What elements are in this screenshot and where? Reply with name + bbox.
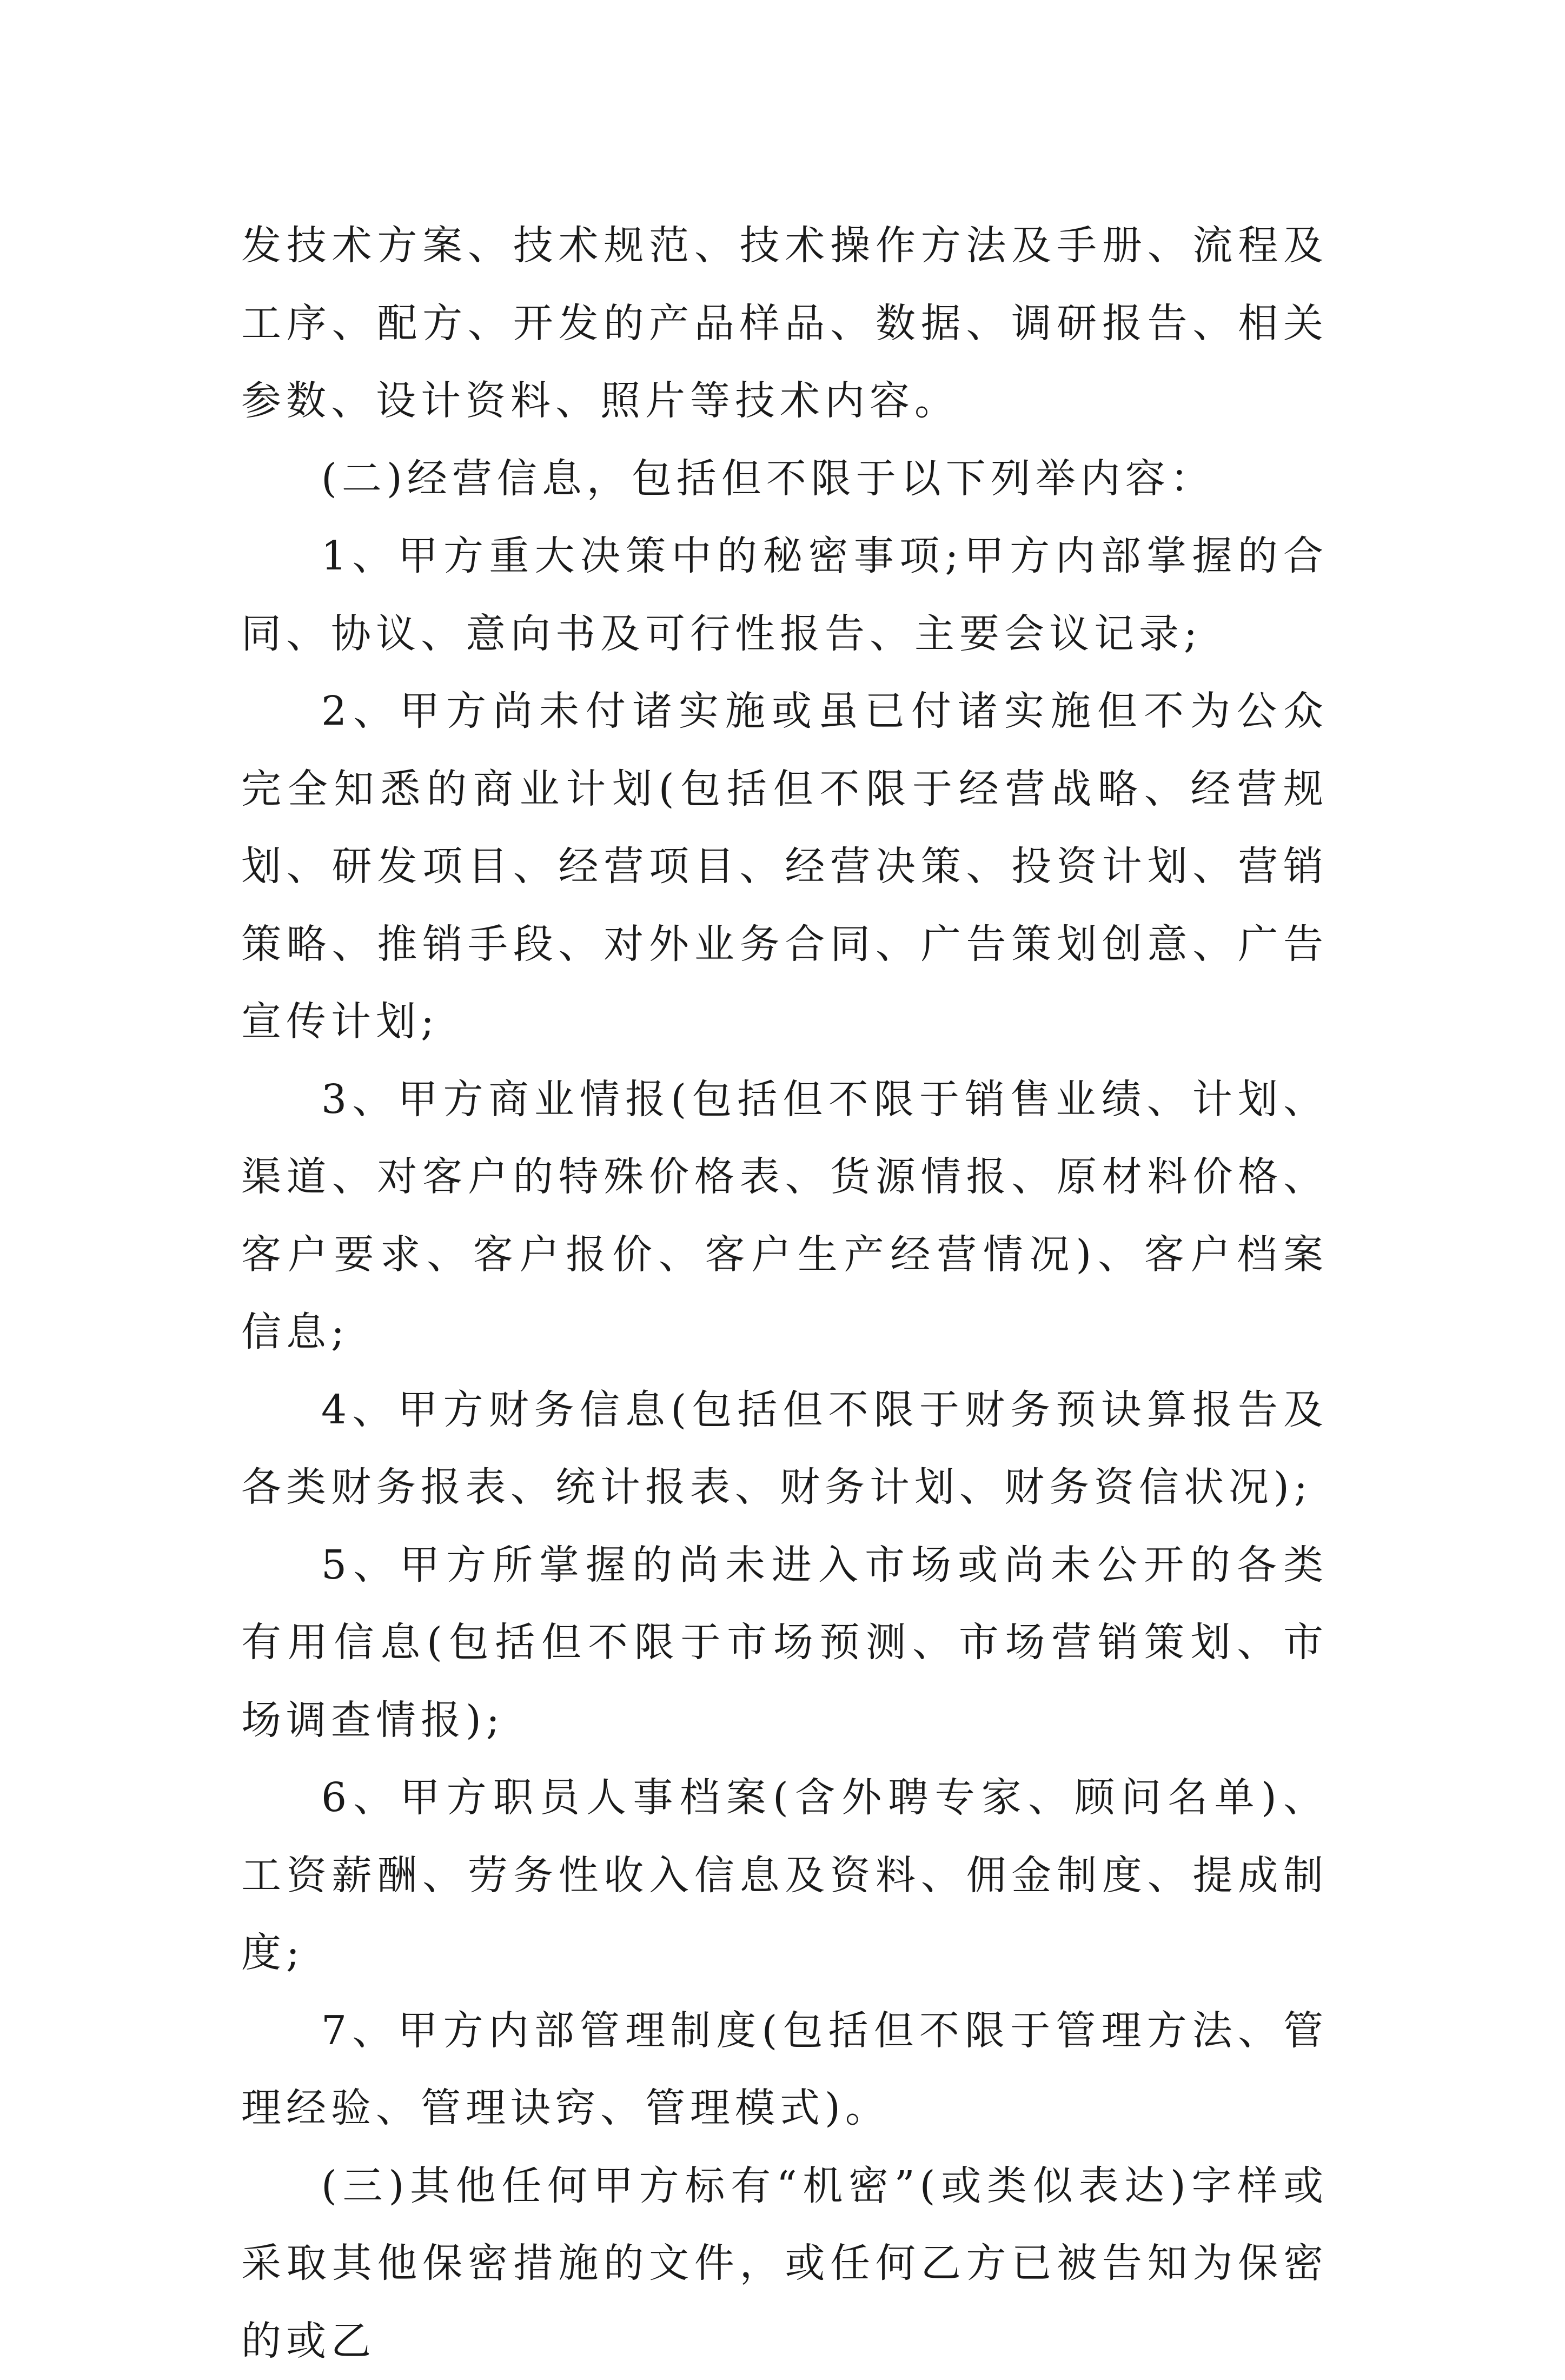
paragraph-item-3: 3、甲方商业情报(包括但不限于销售业绩、计划、渠道、对客户的特殊价格表、货源情报、原材料价格、客户要求、客户报价、客户生产经营情况)、客户档案信息;	[241, 1061, 1328, 1371]
paragraph-item-5: 5、甲方所掌握的尚未进入市场或尚未公开的各类有用信息(包括但不限于市场预测、市场营销策划、市场调查情报);	[241, 1527, 1328, 1760]
paragraph-item-4: 4、甲方财务信息(包括但不限于财务预诀算报告及各类财务报表、统计报表、财务计划、财务资信状况);	[241, 1371, 1328, 1527]
paragraph-item-6: 6、甲方职员人事档案(含外聘专家、顾问名单)、工资薪酬、劳务性收入信息及资料、佣金制度、提成制度;	[241, 1759, 1328, 1992]
document-body	[241, 207, 1328, 2380]
paragraph-technical-info-continued: 发技术方案、技术规范、技术操作方法及手册、流程及工序、配方、开发的产品样品、数据、调研报告、相关参数、设计资料、照片等技术内容。	[241, 207, 1328, 440]
paragraph-other-confidential: (三)其他任何甲方标有“机密”(或类似表达)字样或采取其他保密措施的文件，或任何乙方已被告知为保密的或乙	[241, 2147, 1328, 2380]
paragraph-business-info-heading: (二)经营信息，包括但不限于以下列举内容：	[241, 440, 1328, 518]
paragraph-item-1: 1、甲方重大决策中的秘密事项;甲方内部掌握的合同、协议、意向书及可行性报告、主要会议记录;	[241, 518, 1328, 673]
paragraph-item-2: 2、甲方尚未付诸实施或虽已付诸实施但不为公众完全知悉的商业计划(包括但不限于经营战略、经营规划、研发项目、经营项目、经营决策、投资计划、营销策略、推销手段、对外业务合同、广告策划创意、广告宣传计划;	[241, 673, 1328, 1061]
paragraph-item-7: 7、甲方内部管理制度(包括但不限于管理方法、管理经验、管理诀窍、管理模式)。	[241, 1992, 1328, 2147]
